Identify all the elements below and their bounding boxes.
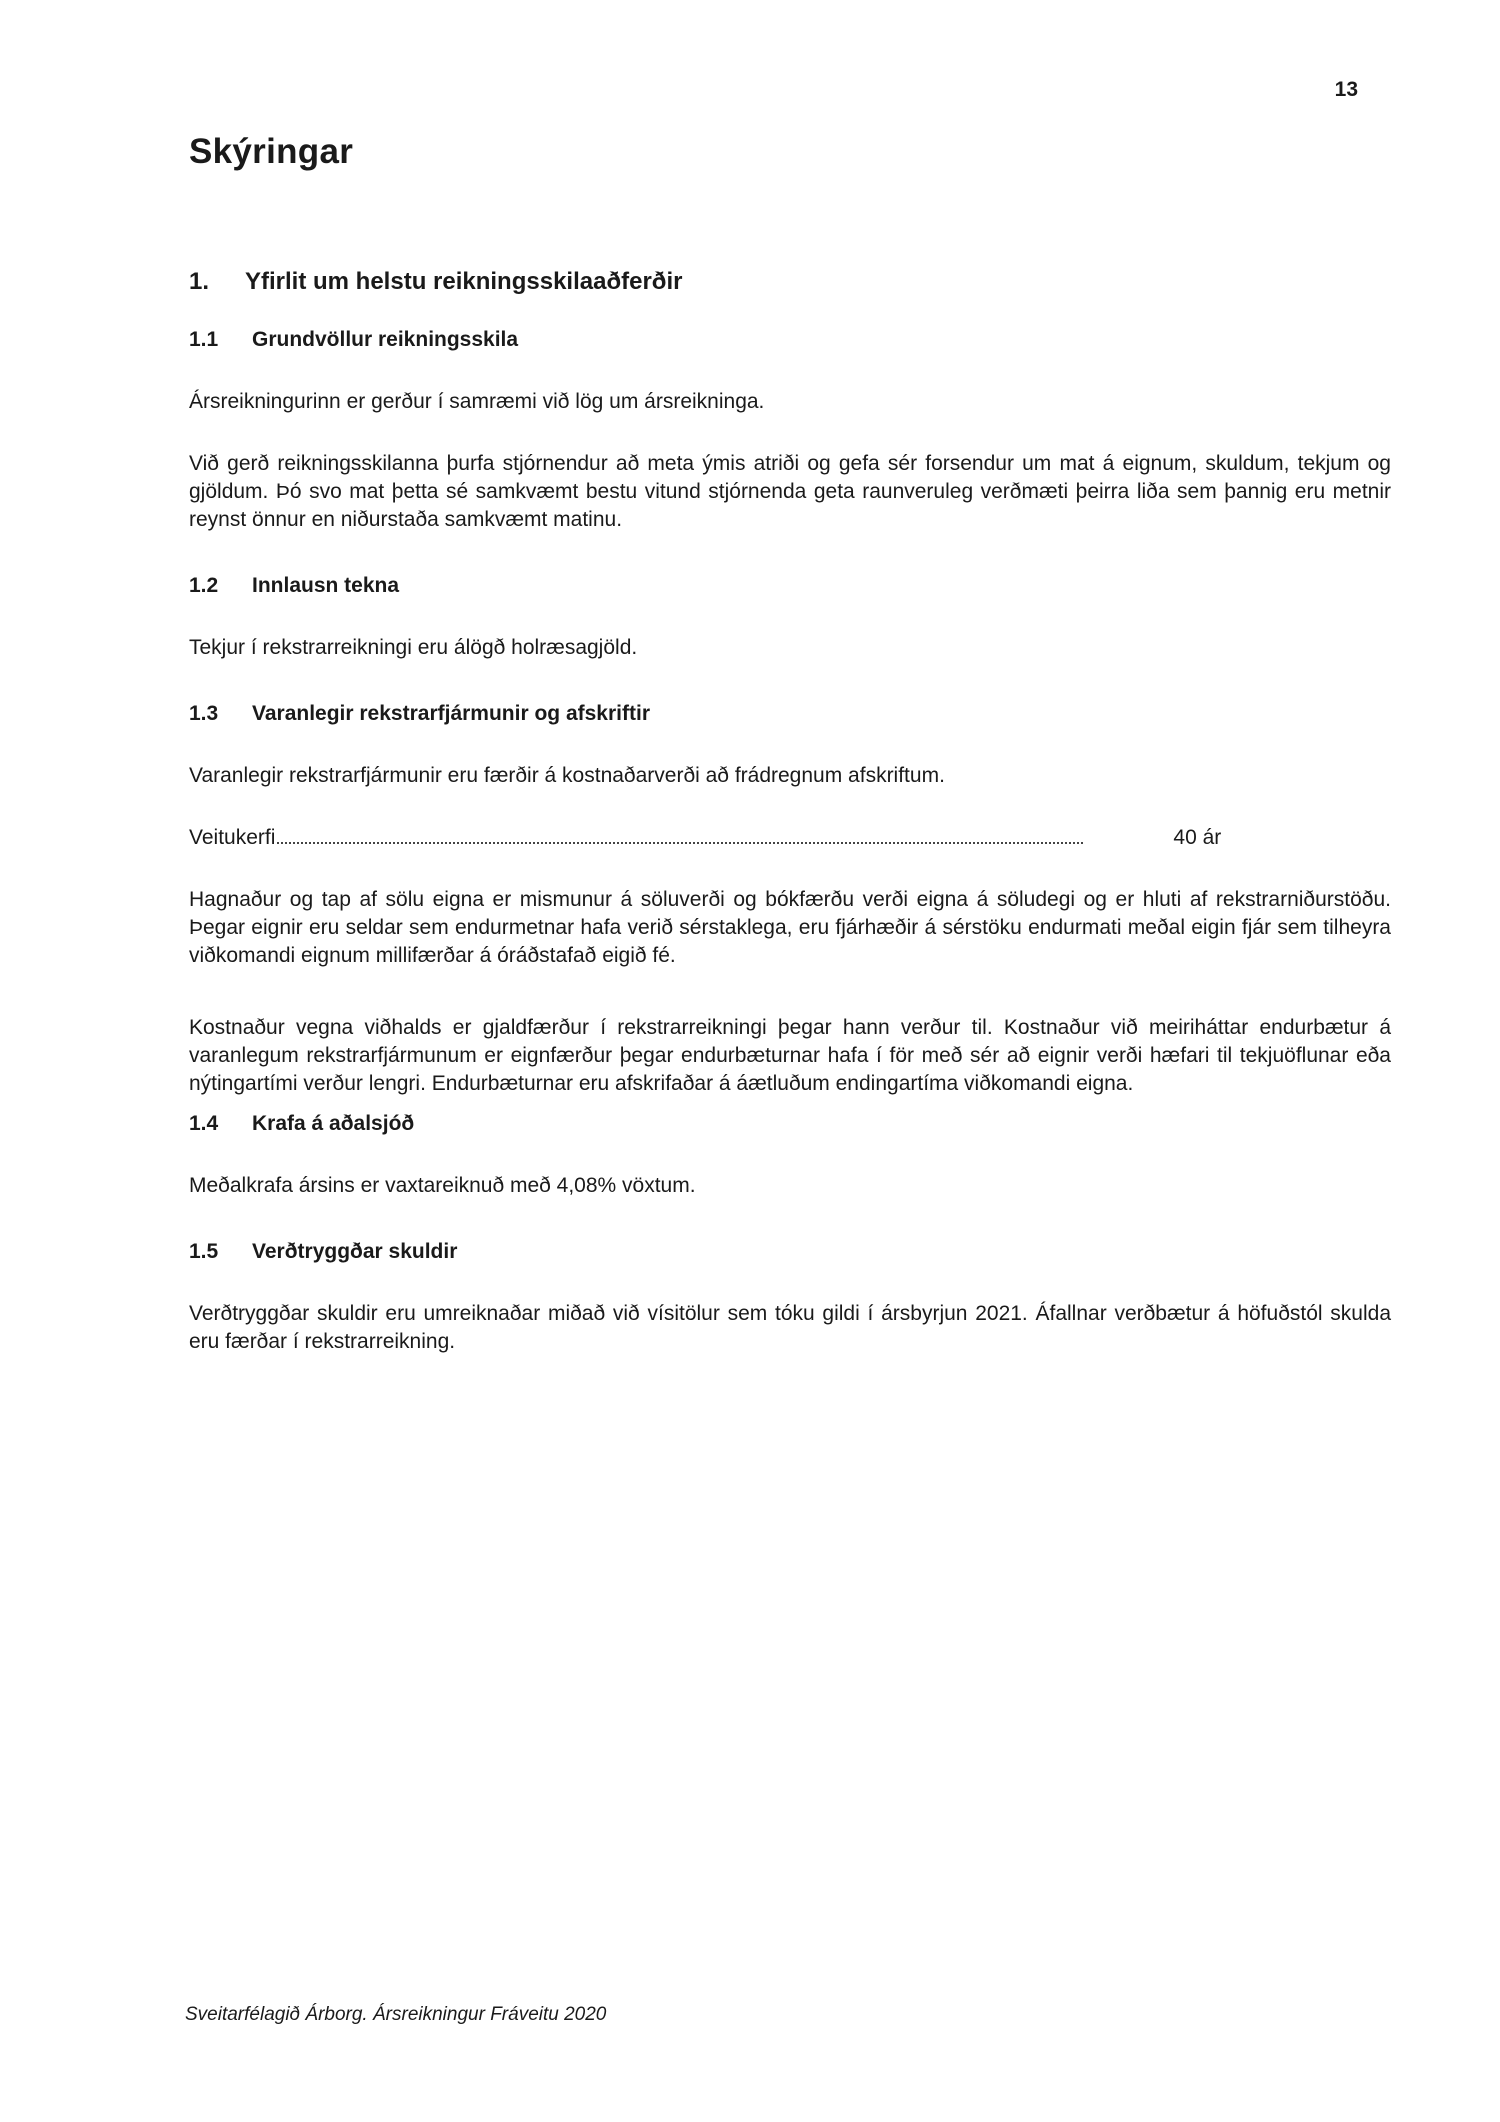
paragraph: Tekjur í rekstrarreikningi eru álögð holræsagjöld. — [189, 636, 638, 659]
section-number: 1. — [189, 268, 210, 295]
paragraph: Hagnaður og tap af sölu eigna er mismunur á söluverði og bókfærðu verði eigna á söludegi og er hluti af rekstrarniðurstöðu. Þegar eignir eru seldar sem endurmetnar hafa verið sérstaklega, eru fjárhæðir á sérstöku endurmati meðal eigin fjár sem tilheyra viðkomandi eignum millifærðar á óráðstafað eigið fé. — [189, 888, 1391, 967]
depreciation-label: Veitukerfi — [189, 826, 276, 849]
subsection-heading-1-1 — [189, 326, 1391, 354]
subsection-number: 1.4 — [189, 1112, 219, 1135]
page-title: Skýringar — [189, 132, 354, 171]
subsection-title: Varanlegir rekstrarfjármunir og afskriftir — [252, 702, 650, 725]
subsection-number: 1.1 — [189, 328, 219, 351]
depreciation-row — [189, 824, 1391, 852]
subsection-title: Verðtryggðar skuldir — [252, 1240, 458, 1263]
subsection-heading-1-4 — [189, 1110, 1391, 1138]
subsection-number: 1.3 — [189, 702, 219, 725]
depreciation-value: 40 ár — [1173, 826, 1222, 849]
subsection-heading-1-3 — [189, 700, 1391, 728]
page-footer: Sveitarfélagið Árborg. Ársreikningur Fráveitu 2020 — [185, 2004, 607, 2025]
dot-leader — [277, 828, 1083, 844]
subsection-heading-1-2 — [189, 572, 1391, 600]
paragraph: Varanlegir rekstrarfjármunir eru færðir á kostnaðarverði að frádregnum afskriftum. — [189, 764, 945, 787]
page-number: 13 — [1334, 78, 1358, 101]
subsection-title: Krafa á aðalsjóð — [252, 1112, 415, 1135]
paragraph: Kostnaður vegna viðhalds er gjaldfærður í rekstrarreikningi þegar hann verður til. Kostnaður við meiriháttar endurbætur á varanlegum rekstrarfjármunum er eignfærður þegar endurbæturnar hafa í för með sér að eignir verði hæfari til tekjuöflunar eða nýtingartími verður lengri. Endurbæturnar eru afskrifaðar á áætluðum endingartíma viðkomandi eigna. — [189, 1016, 1391, 1095]
notes-content — [189, 268, 1391, 1356]
subsection-title: Grundvöllur reikningsskila — [252, 328, 519, 351]
paragraph: Ársreikningurinn er gerður í samræmi við lög um ársreikninga. — [189, 390, 765, 413]
subsection-number: 1.5 — [189, 1240, 219, 1263]
paragraph: Meðalkrafa ársins er vaxtareiknuð með 4,08% vöxtum. — [189, 1174, 696, 1197]
subsection-title: Innlausn tekna — [252, 574, 400, 597]
subsection-heading-1-5 — [189, 1238, 1391, 1266]
section-heading — [189, 268, 1391, 296]
paragraph: Verðtryggðar skuldir eru umreiknaðar miðað við vísitölur sem tóku gildi í ársbyrjun 2021. Áfallnar verðbætur á höfuðstól skulda eru færðar í rekstrarreikning. — [189, 1302, 1391, 1353]
paragraph: Við gerð reikningsskilanna þurfa stjórnendur að meta ýmis atriði og gefa sér forsendur um mat á eignum, skuldum, tekjum og gjöldum. Þó svo mat þetta sé samkvæmt bestu vitund stjórnenda geta raunveruleg verðmæti þeirra liða sem þannig eru metnir reynst önnur en niðurstaða samkvæmt matinu. — [189, 452, 1391, 531]
subsection-number: 1.2 — [189, 574, 219, 597]
section-title: Yfirlit um helstu reikningsskilaaðferðir — [245, 268, 683, 295]
